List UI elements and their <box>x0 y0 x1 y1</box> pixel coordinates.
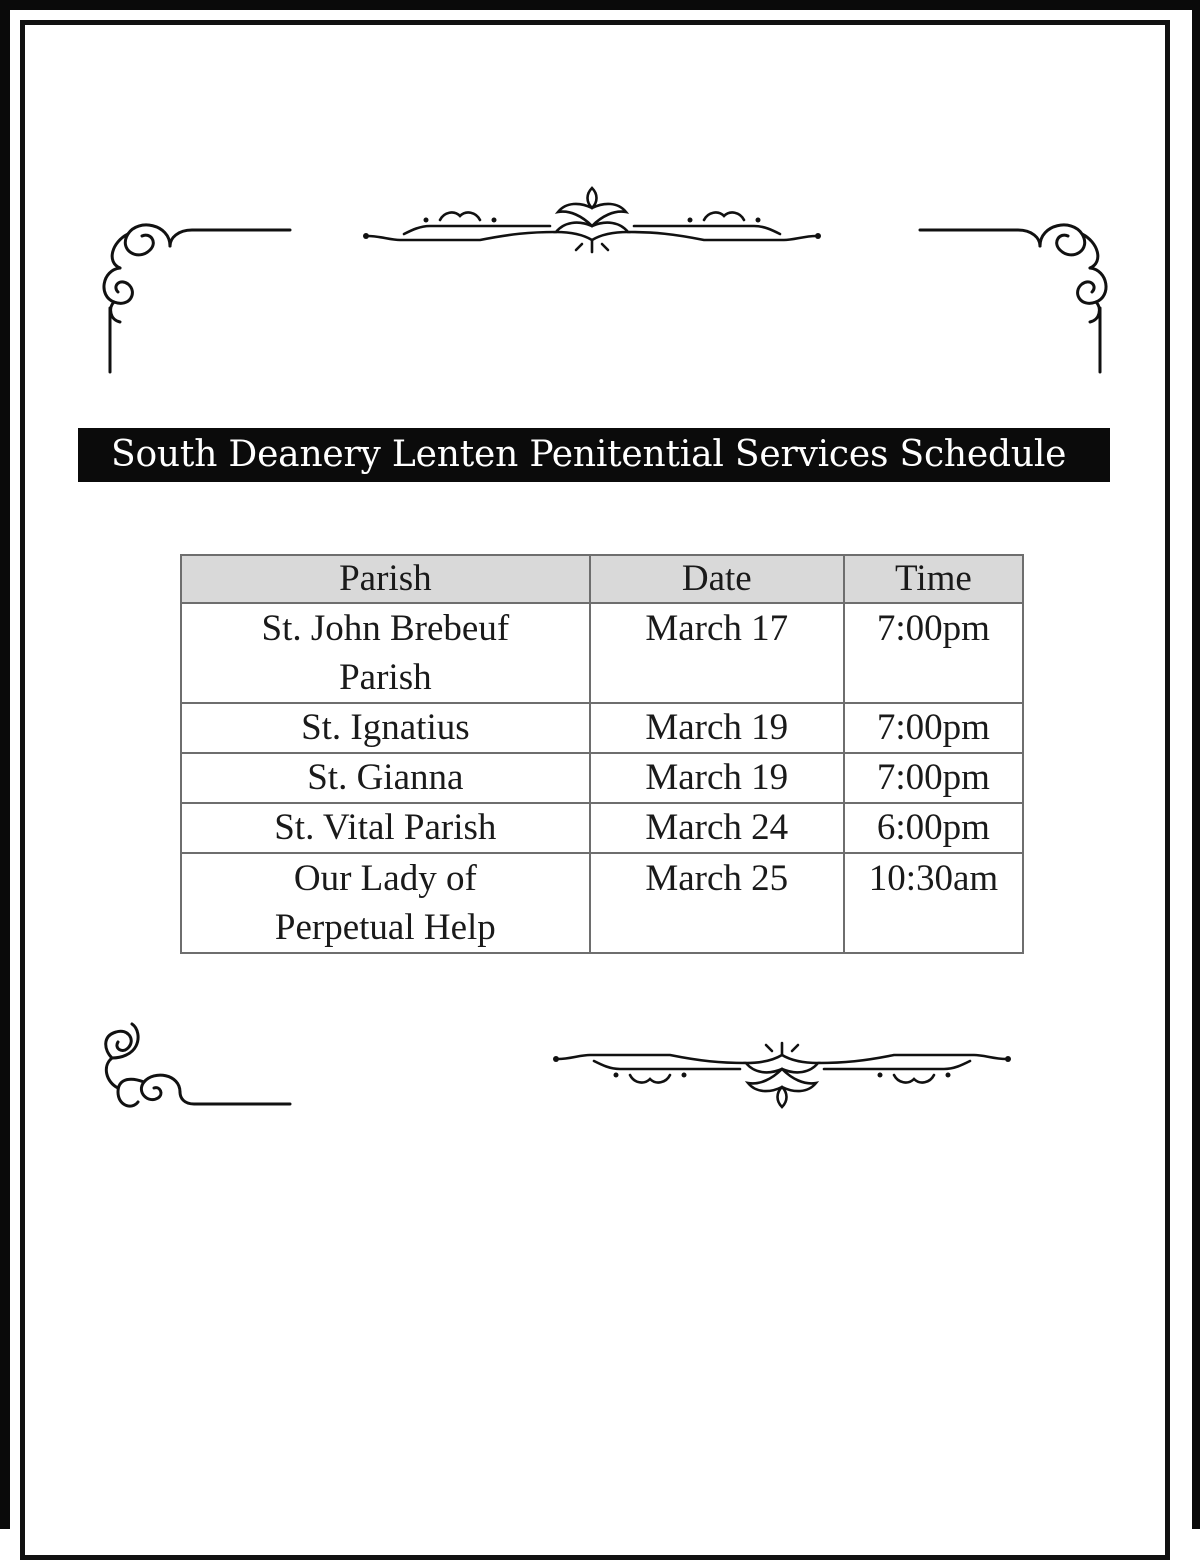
flourish-corner-icon <box>98 212 298 377</box>
table-row <box>181 703 1023 753</box>
cell-time: 6:00pm <box>844 803 1023 853</box>
cell-date: March 19 <box>590 703 844 753</box>
table-row <box>181 803 1023 853</box>
table-row <box>181 753 1023 803</box>
flourish-corner-icon <box>912 212 1112 377</box>
cell-time: 7:00pm <box>844 703 1023 753</box>
cell-parish: Our Lady of Perpetual Help <box>181 853 590 953</box>
cell-date: March 25 <box>590 853 844 953</box>
cell-parish: St. John Brebeuf Parish <box>181 603 590 703</box>
cell-time: 7:00pm <box>844 753 1023 803</box>
page-title: South Deanery Lenten Penitential Services Schedule <box>78 428 1110 482</box>
cell-date: March 17 <box>590 603 844 703</box>
table-header-row <box>181 555 1023 603</box>
schedule-table <box>180 554 1024 954</box>
cell-time: 10:30am <box>844 853 1023 953</box>
table-row <box>181 853 1023 953</box>
header-date: Date <box>590 555 844 603</box>
cell-date: March 19 <box>590 753 844 803</box>
cell-parish: St. Vital Parish <box>181 803 590 853</box>
cell-parish: St. Gianna <box>181 753 590 803</box>
lotus-divider-icon <box>360 180 825 255</box>
cell-time: 7:00pm <box>844 603 1023 703</box>
lotus-divider-icon <box>550 1040 1015 1115</box>
cell-date: March 24 <box>590 803 844 853</box>
flourish-corner-icon <box>98 1018 298 1118</box>
cell-parish: St. Ignatius <box>181 703 590 753</box>
header-parish: Parish <box>181 555 590 603</box>
table-row <box>181 603 1023 703</box>
header-time: Time <box>844 555 1023 603</box>
